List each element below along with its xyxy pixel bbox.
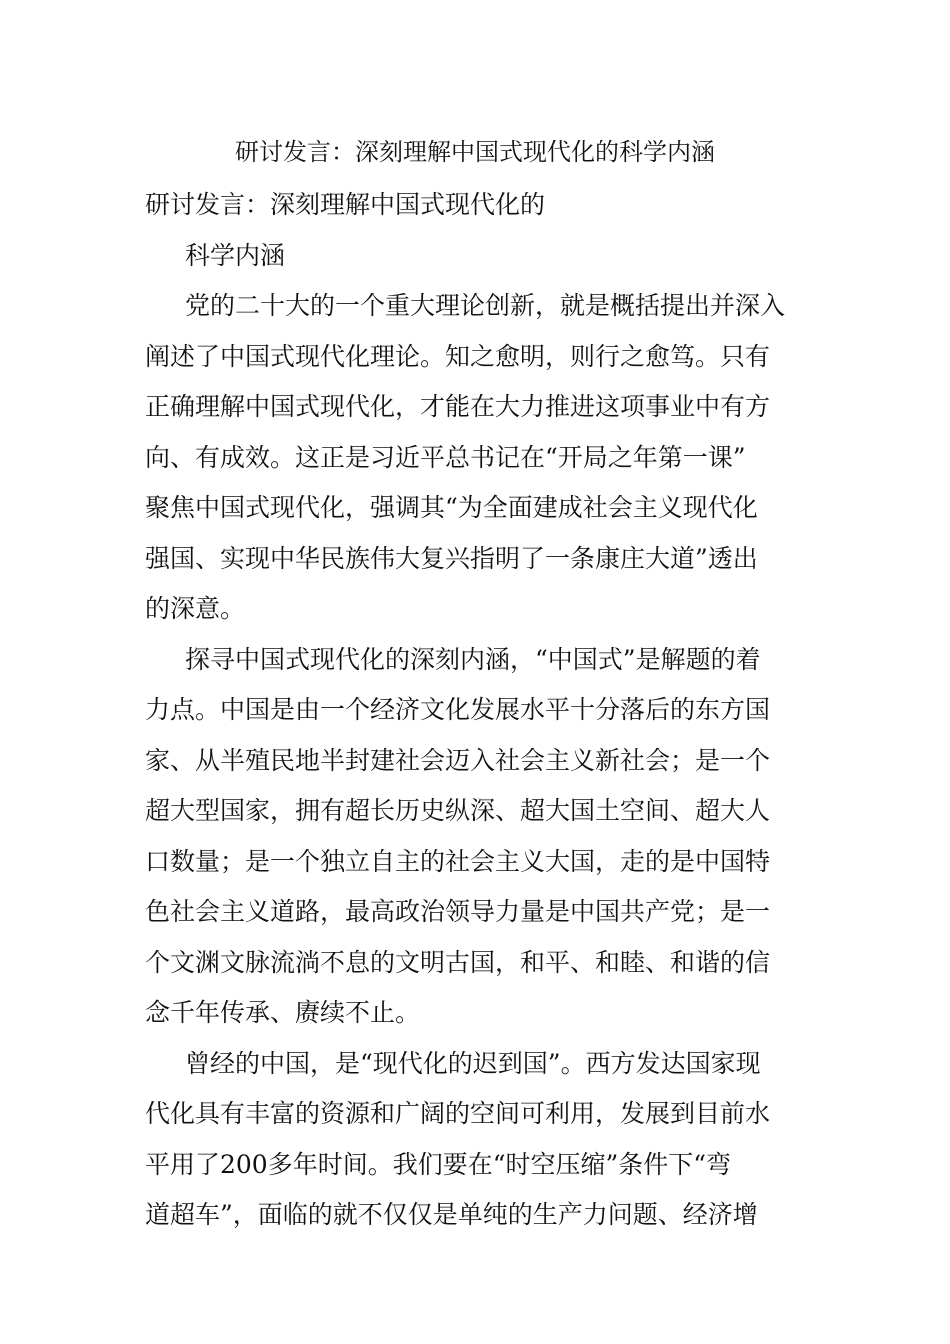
- paragraph-line: 家、从半殖民地半封建社会迈入社会主义新社会；是一个: [145, 745, 771, 775]
- paragraph-line: 正确理解中国式现代化，才能在大力推进这项事业中有方: [145, 392, 771, 421]
- paragraph-line: 强国、实现中华民族伟大复兴指明了一条康庄大道”透出: [145, 543, 758, 573]
- paragraph-line: 代化具有丰富的资源和广阔的空间可利用，发展到目前水: [145, 1099, 771, 1128]
- paragraph-line: 阐述了中国式现代化理论。知之愈明，则行之愈笃。只有: [145, 341, 771, 371]
- paragraph-line: 的深意。: [145, 594, 246, 623]
- paragraph-line: 聚焦中国式现代化，强调其“为全面建成社会主义现代化: [145, 493, 758, 522]
- heading-line-1: 研讨发言：深刻理解中国式现代化的: [145, 190, 546, 219]
- paragraph-2: [145, 635, 805, 1039]
- paragraph-line: 色社会主义道路，最高政治领导力量是中国共产党；是一: [145, 897, 771, 926]
- document-body: [145, 180, 805, 1241]
- paragraph-line: 超大型国家，拥有超长历史纵深、超大国土空间、超大人: [145, 796, 771, 825]
- paragraph-line: 曾经的中国，是“现代化的迟到国”。西方发达国家现: [185, 1048, 761, 1078]
- paragraph-line: 探寻中国式现代化的深刻内涵，“中国式”是解题的着: [185, 644, 761, 674]
- paragraph-3: [145, 1039, 805, 1241]
- paragraph-line: 道超车”，面临的就不仅仅是单纯的生产力问题、经济增: [145, 1200, 758, 1229]
- paragraph-line: 念千年传承、赓续不止。: [145, 998, 421, 1027]
- paragraph-line: 平用了200多年时间。我们要在“时空压缩”条件下“弯: [145, 1149, 732, 1179]
- document-title: 研讨发言：深刻理解中国式现代化的科学内涵: [235, 138, 715, 166]
- paragraph-line: 口数量；是一个独立自主的社会主义大国，走的是中国特: [145, 846, 771, 876]
- heading-line-2: 科学内涵: [185, 240, 286, 270]
- paragraph-line: 个文渊文脉流淌不息的文明古国，和平、和睦、和谐的信: [145, 947, 771, 977]
- paragraph-1: [145, 281, 805, 635]
- paragraph-line: 向、有成效。这正是习近平总书记在“开局之年第一课”: [145, 442, 746, 472]
- paragraph-line: 党的二十大的一个重大理论创新，就是概括提出并深入: [185, 291, 786, 320]
- paragraph-line: 力点。中国是由一个经济文化发展水平十分落后的东方国: [145, 695, 771, 724]
